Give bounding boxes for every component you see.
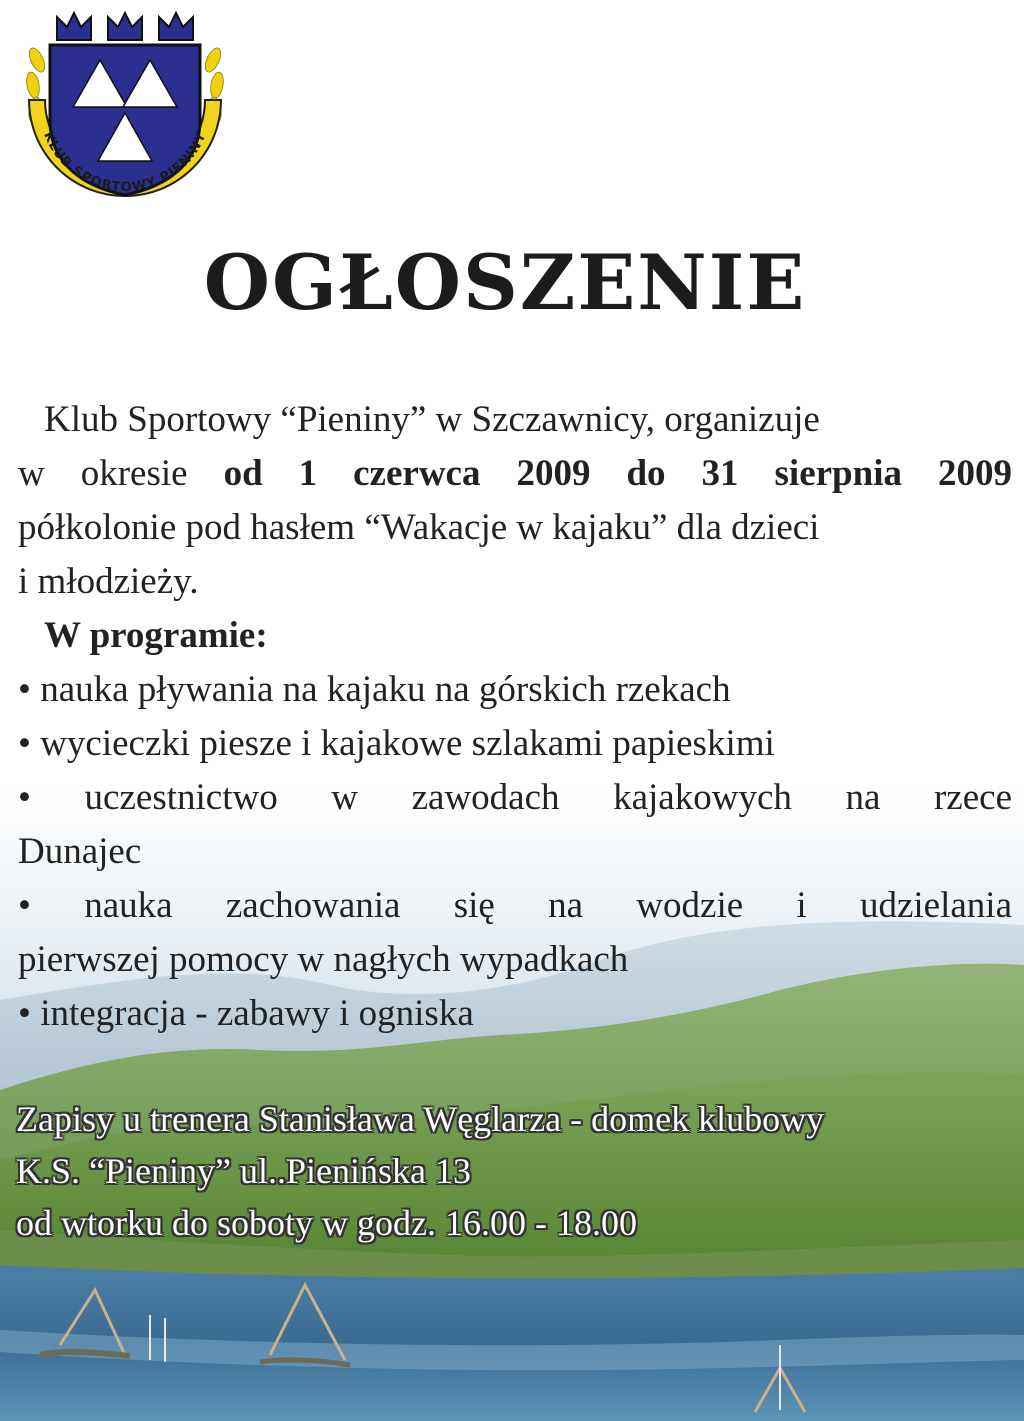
program-item: • integracja - zabawy i ogniska <box>18 993 474 1034</box>
intro-line-2 <box>18 447 1012 501</box>
program-heading: W programie: <box>44 615 268 656</box>
program-item: • nauka pływania na kajaku na górskich rzekach <box>18 669 731 710</box>
page-title: OGŁOSZENIE <box>203 238 807 327</box>
program-item: • nauka zachowania się na wodzie i udzielania <box>18 885 1012 926</box>
signup-address: K.S. “Pieniny” ul..Pienińska 13 <box>16 1151 471 1191</box>
signup-line-1: Zapisy u trenera Stanisława Węglarza - domek klubowy <box>16 1099 825 1139</box>
signup-hours: od wtorku do soboty w godz. 16.00 - 18.00 <box>16 1203 637 1243</box>
svg-text:KLUB SPORTOWY PIENINY: KLUB SPORTOWY PIENINY <box>40 129 210 196</box>
announcement-body <box>18 393 1012 1041</box>
intro-line-2-prefix: w okresie <box>18 453 224 494</box>
program-item: • wycieczki piesze i kajakowe szlakami papieskimi <box>18 723 775 764</box>
date-range: od 1 czerwca 2009 do 31 sierpnia 2009 <box>223 453 1012 494</box>
intro-line-3: półkolonie pod hasłem “Wakacje w kajaku” dla dzieci <box>18 507 820 548</box>
program-item-continuation: Dunajec <box>18 831 142 872</box>
klub-sportowy-pieniny-crest-icon <box>25 5 225 210</box>
intro-line-4: i młodzieży. <box>18 561 199 602</box>
program-item: • uczestnictwo w zawodach kajakowych na rzece <box>18 777 1012 818</box>
intro-line-1: Klub Sportowy “Pieniny” w Szczawnicy, organizuje <box>44 399 820 440</box>
program-item-continuation: pierwszej pomocy w nagłych wypadkach <box>18 939 629 980</box>
signup-info <box>16 1093 1016 1249</box>
